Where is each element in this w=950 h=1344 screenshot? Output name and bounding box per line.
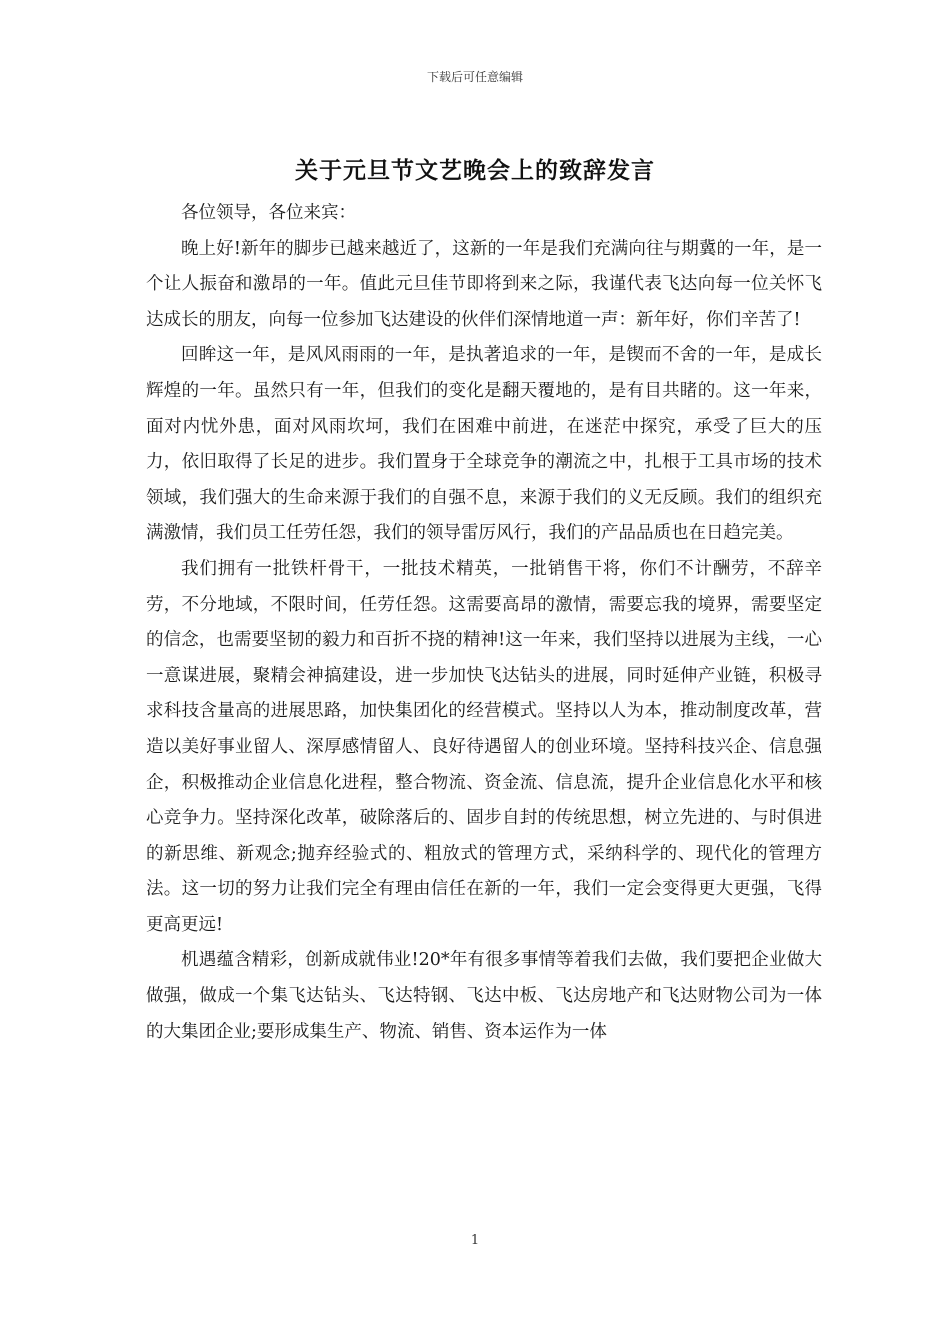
document-title: 关于元旦节文艺晚会上的致辞发言 xyxy=(295,157,655,184)
paragraph-2: 回眸这一年，是风风雨雨的一年，是执著追求的一年，是锲而不舍的一年，是成长辉煌的一年。虽然只有一年，但我们的变化是翻天覆地的，是有目共睹的。这一年来，面对内忧外患，面对风雨坎坷，我们在困难中前进，在迷茫中探究，承受了巨大的压力，依旧取得了长足的进步。我们置身于全球竞争的潮流之中，扎根于工具市场的技术领域，我们强大的生命来源于我们的自强不息，来源于我们的义无反顾。我们的组织充满激情，我们员工任劳任怨，我们的领导雷厉风行，我们的产品品质也在日趋完美。 xyxy=(146,345,822,544)
page-number: 1 xyxy=(470,1233,480,1248)
header-note: 下载后可任意编辑 xyxy=(426,70,523,84)
paragraph-4: 机遇蕴含精彩，创新成就伟业!20*年有很多事情等着我们去做，我们要把企业做大做强，做成一个集飞达钻头、飞达特钢、飞达中板、飞达房地产和飞达财物公司为一体的大集团企业;要形成集生产、物流、销售、资本运作为一体 xyxy=(146,950,822,1042)
document-body xyxy=(146,196,822,1050)
salutation: 各位领导，各位来宾： xyxy=(181,203,356,223)
paragraph-3: 我们拥有一批铁杆骨干，一批技术精英，一批销售干将，你们不计酬劳，不辞辛劳，不分地域，不限时间，任劳任怨。这需要高昂的激情，需要忘我的境界，需要坚定的信念，也需要坚韧的毅力和百折不挠的精神!这一年来，我们坚持以进展为主线，一心一意谋进展，聚精会神搞建设，进一步加快飞达钻头的进展，同时延伸产业链，积极寻求科技含量高的进展思路，加快集团化的经营模式。坚持以人为本，推动制度改革，营造以美好事业留人、深厚感情留人、良好待遇留人的创业环境。坚持科技兴企、信息强企，积极推动企业信息化进程，整合物流、资金流、信息流，提升企业信息化水平和核心竞争力。坚持深化改革，破除落后的、固步自封的传统思想，树立先进的、与时俱进的新思维、新观念;抛弃经验式的、粗放式的管理方式，采纳科学的、现代化的管理方法。这一切的努力让我们完全有理由信任在新的一年，我们一定会变得更大更强，飞得更高更远! xyxy=(146,558,822,935)
paragraph-1: 晚上好!新年的脚步已越来越近了，这新的一年是我们充满向往与期冀的一年，是一个让人振奋和激昂的一年。值此元旦佳节即将到来之际，我谨代表飞达向每一位关怀飞达成长的朋友，向每一位参加飞达建设的伙伴们深情地道一声：新年好，你们辛苦了! xyxy=(146,238,822,330)
